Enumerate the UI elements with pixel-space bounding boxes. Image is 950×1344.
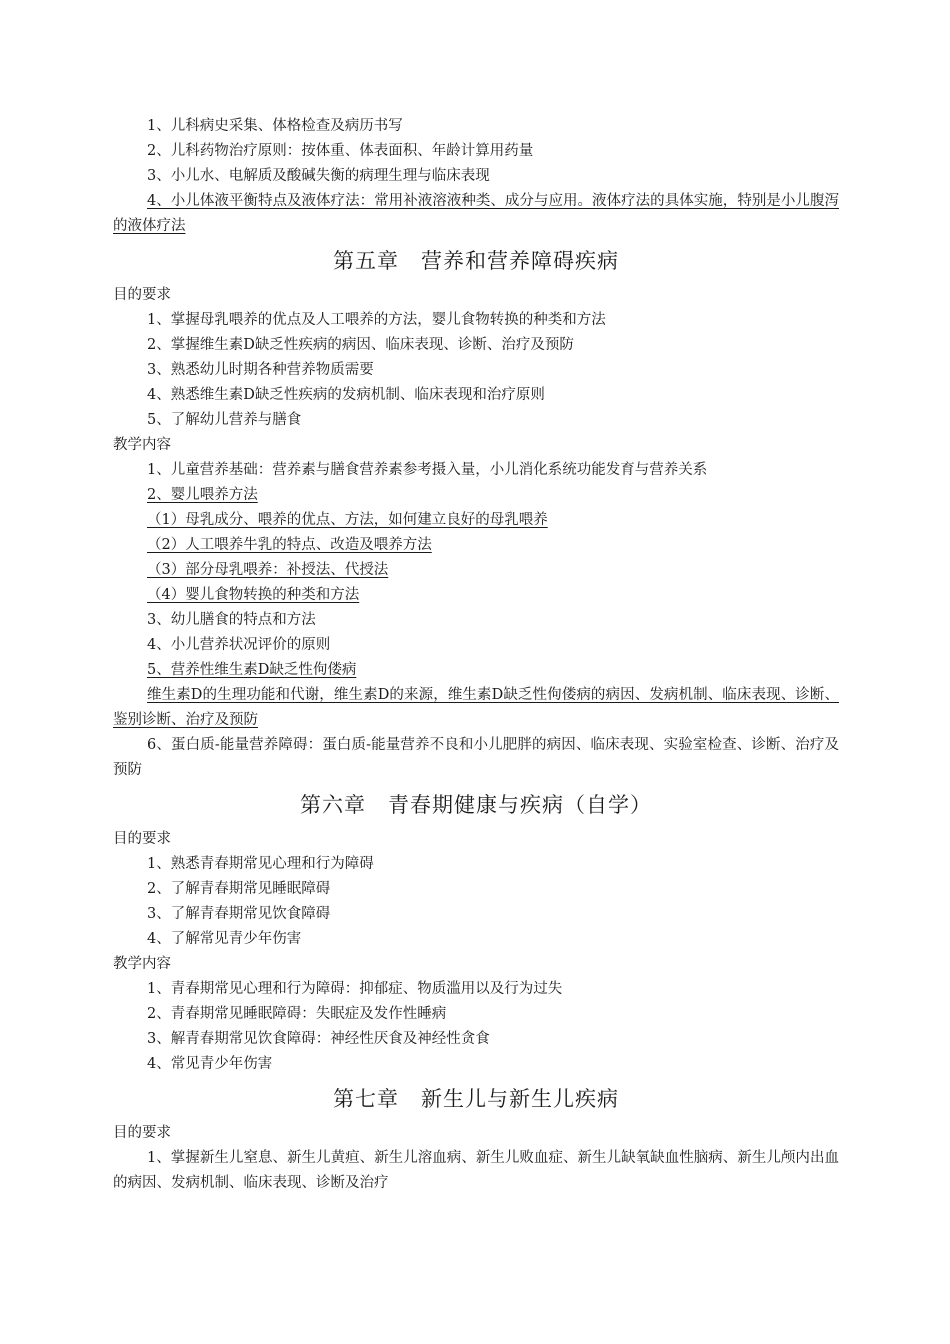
chapter-6-title: 第六章 青春期健康与疾病（自学） [300, 793, 652, 817]
content-label: 教学内容 [113, 956, 171, 972]
content-item: 4、常见青少年伤害 [147, 1056, 273, 1072]
chapter-7-title: 第七章 新生儿与新生儿疾病 [333, 1087, 619, 1111]
objectives-label: 目的要求 [113, 1125, 171, 1141]
content-item-underlined: 5、营养性维生素D缺乏性佝偻病 [147, 662, 357, 678]
intro-item-underlined: 4、小儿体液平衡特点及液体疗法：常用补液溶液种类、成分与应用。液体疗法的具体实施，特别是小儿腹泻的液体疗法 [113, 193, 839, 234]
content-item: 3、解青春期常见饮食障碍：神经性厌食及神经性贪食 [147, 1031, 490, 1047]
content-subitem-underlined: （2）人工喂养牛乳的特点、改造及喂养方法 [147, 537, 432, 553]
content-item: 4、小儿营养状况评价的原则 [147, 637, 331, 653]
objective-item: 3、熟悉幼儿时期各种营养物质需要 [147, 362, 374, 378]
chapter-5-title: 第五章 营养和营养障碍疾病 [333, 249, 619, 273]
objective-item: 2、了解青春期常见睡眠障碍 [147, 881, 331, 897]
content-item-underlined: 2、婴儿喂养方法 [147, 487, 258, 503]
objective-item: 1、掌握母乳喂养的优点及人工喂养的方法，婴儿食物转换的种类和方法 [147, 312, 606, 328]
objectives-label: 目的要求 [113, 287, 171, 303]
intro-item: 1、儿科病史采集、体格检查及病历书写 [147, 118, 403, 134]
objective-item: 4、了解常见青少年伤害 [147, 931, 302, 947]
objective-item: 1、掌握新生儿窒息、新生儿黄疸、新生儿溶血病、新生儿败血症、新生儿缺氧缺血性脑病、新生儿颅内出血的病因、发病机制、临床表现、诊断及治疗 [113, 1150, 839, 1191]
intro-item: 3、小儿水、电解质及酸碱失衡的病理生理与临床表现 [147, 168, 490, 184]
intro-item: 2、儿科药物治疗原则：按体重、体表面积、年龄计算用药量 [147, 143, 534, 159]
objectives-label: 目的要求 [113, 831, 171, 847]
objective-item: 2、掌握维生素D缺乏性疾病的病因、临床表现、诊断、治疗及预防 [147, 337, 574, 353]
content-paragraph-underlined: 维生素D的生理功能和代谢，维生素D的来源，维生素D缺乏性佝偻病的病因、发病机制、临床表现、诊断、鉴别诊断、治疗及预防 [113, 687, 839, 728]
objective-item: 1、熟悉青春期常见心理和行为障碍 [147, 856, 374, 872]
objective-item: 3、了解青春期常见饮食障碍 [147, 906, 331, 922]
objective-item: 4、熟悉维生素D缺乏性疾病的发病机制、临床表现和治疗原则 [147, 387, 545, 403]
content-item: 1、青春期常见心理和行为障碍：抑郁症、物质滥用以及行为过失 [147, 981, 563, 997]
content-label: 教学内容 [113, 437, 171, 453]
content-item: 3、幼儿膳食的特点和方法 [147, 612, 316, 628]
document-page [113, 114, 839, 1196]
content-subitem-underlined: （3）部分母乳喂养：补授法、代授法 [147, 562, 389, 578]
content-item: 6、蛋白质-能量营养障碍：蛋白质-能量营养不良和小儿肥胖的病因、临床表现、实验室检查、诊断、治疗及预防 [113, 737, 839, 778]
content-item: 1、儿童营养基础：营养素与膳食营养素参考摄入量，小儿消化系统功能发育与营养关系 [147, 462, 708, 478]
content-subitem-underlined: （4）婴儿食物转换的种类和方法 [147, 587, 360, 603]
content-item: 2、青春期常见睡眠障碍：失眠症及发作性睡病 [147, 1006, 447, 1022]
content-subitem-underlined: （1）母乳成分、喂养的优点、方法，如何建立良好的母乳喂养 [147, 512, 548, 528]
objective-item: 5、了解幼儿营养与膳食 [147, 412, 302, 428]
